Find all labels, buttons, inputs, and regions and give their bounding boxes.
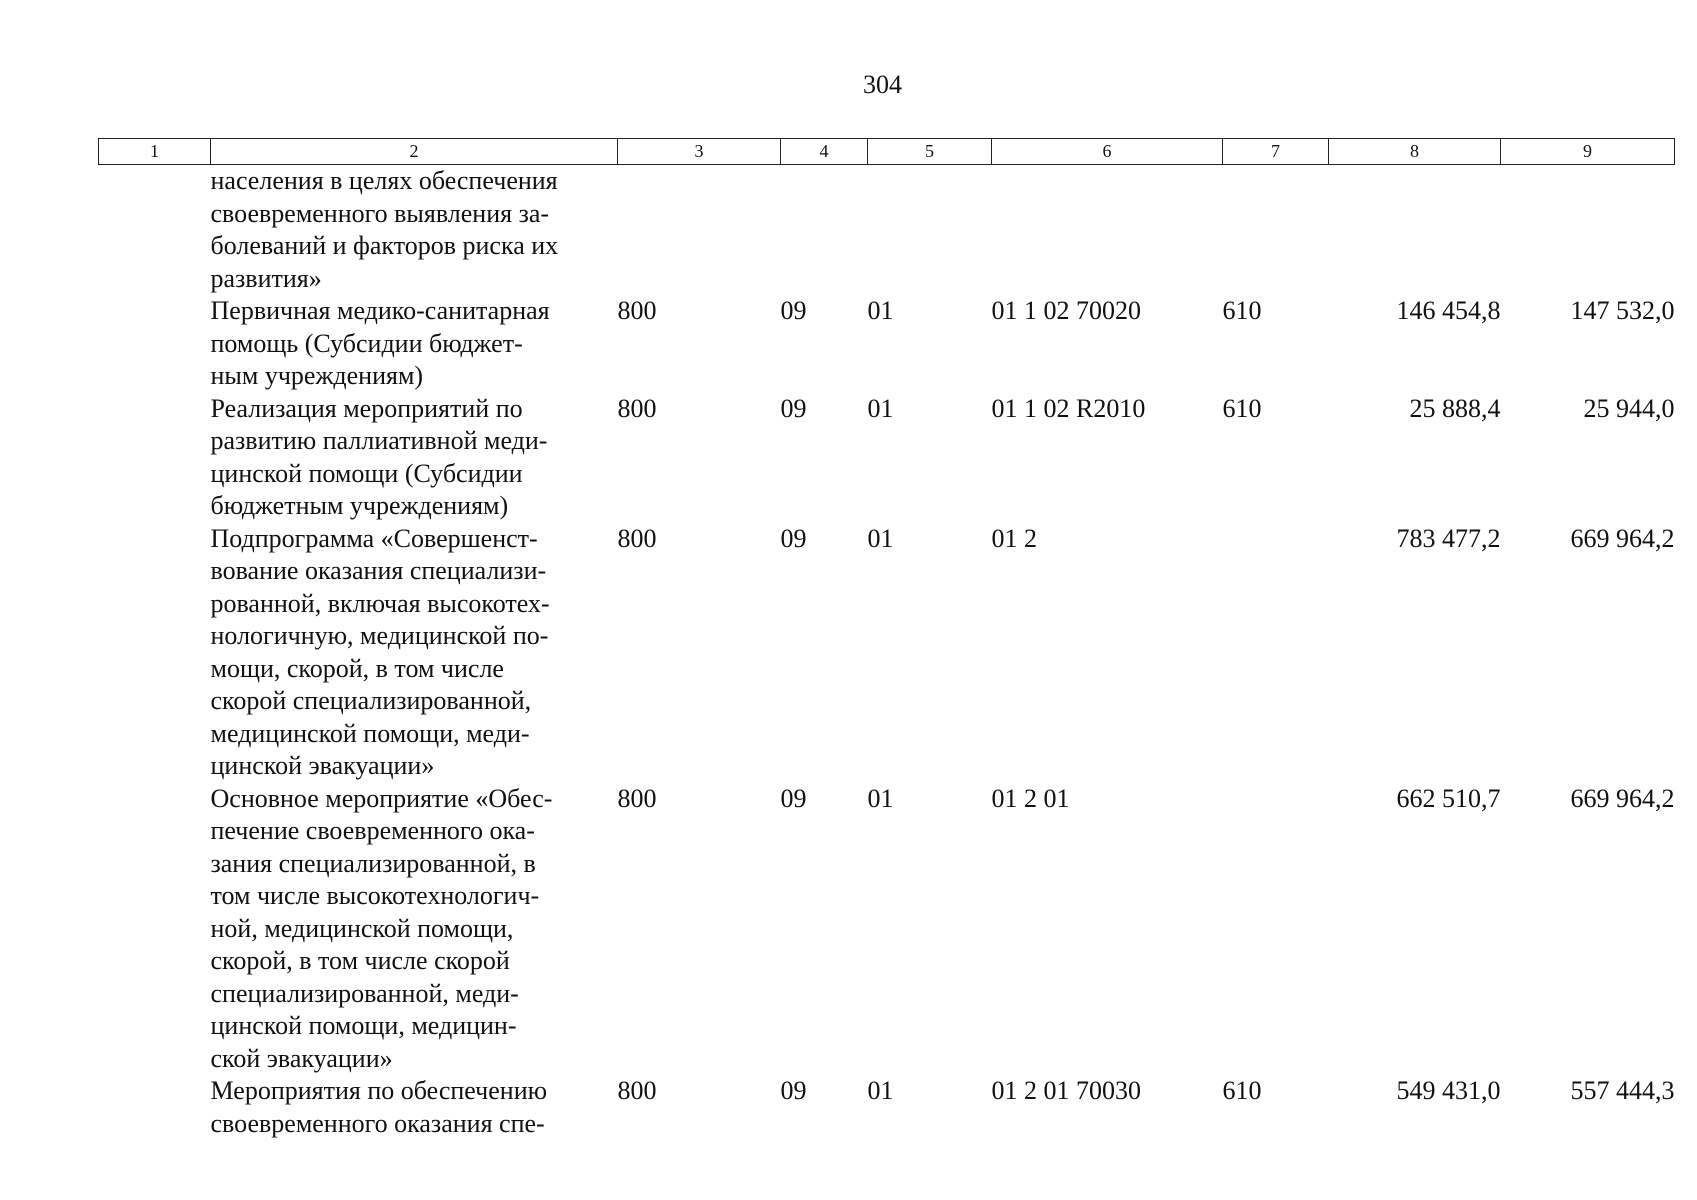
subsubsection-code-cell: [868, 165, 992, 296]
amount-year-1-cell: [1329, 165, 1501, 296]
item-name-line: развития»: [210, 263, 322, 293]
item-name-line: скорой, в том числе скорой: [210, 946, 510, 975]
col-2-header: 2: [211, 139, 618, 165]
target-article-cell: 01 2 01: [991, 783, 1070, 813]
table-row: [99, 295, 1675, 393]
item-name-line: ской эвакуации»: [210, 1043, 393, 1073]
item-name-line: развитию паллиативной меди-: [210, 426, 548, 455]
target-article-cell: [992, 165, 1223, 296]
amount-year-1-cell: 549 431,0: [1396, 1076, 1501, 1105]
expense-type-cell: [1223, 783, 1329, 1076]
row-number-cell: [99, 393, 211, 523]
table-body: [99, 165, 1675, 1141]
subsection-code-cell: 09: [780, 1076, 807, 1105]
page-number: 304: [863, 70, 902, 99]
col-9-header: 9: [1501, 139, 1675, 165]
expense-type-cell: [1223, 523, 1329, 783]
amount-year-1-cell: 25 888,4: [1409, 393, 1501, 423]
item-name-line: ной, медицинской помощи,: [210, 913, 514, 943]
item-name-line: населения в целях обеспечения: [210, 166, 558, 195]
amount-year-2-cell: 669 964,2: [1570, 783, 1675, 813]
section-code-cell: 800: [617, 783, 657, 813]
item-name-line: скорой специализированной,: [210, 686, 532, 715]
table-row: [99, 165, 1675, 296]
amount-year-2-cell: 669 964,2: [1570, 523, 1675, 553]
subsubsection-code-cell: 01: [867, 296, 894, 325]
item-name-cell: [211, 393, 618, 523]
table-row: [99, 523, 1675, 783]
section-code-cell: [618, 165, 781, 296]
amount-year-2-cell: 147 532,0: [1570, 296, 1675, 325]
item-name-line: своевременного оказания спе-: [210, 1108, 545, 1138]
item-name-line: помощь (Субсидии бюджет-: [210, 328, 523, 358]
row-number-cell: [99, 165, 211, 296]
col-7-header: 7: [1223, 139, 1329, 165]
item-name-cell: [211, 295, 618, 393]
item-name-line: Мероприятия по обеспечению: [210, 1076, 548, 1105]
item-name-line: зания специализированной, в: [210, 848, 536, 878]
section-code-cell: 800: [617, 1076, 657, 1105]
item-name-line: Основное мероприятие «Обес-: [210, 783, 553, 813]
amount-year-1-cell: 146 454,8: [1396, 296, 1501, 325]
expense-type-cell: 610: [1222, 1076, 1262, 1105]
budget-table: [98, 138, 1675, 1140]
subsubsection-code-cell: 01: [867, 393, 894, 423]
item-name-line: цинской эвакуации»: [210, 751, 435, 780]
col-1-header: 1: [99, 139, 211, 165]
target-article-cell: 01 2: [991, 523, 1037, 553]
item-name-cell: [211, 523, 618, 783]
item-name-line: Первичная медико-санитарная: [210, 296, 550, 325]
col-8-header: 8: [1329, 139, 1501, 165]
expense-type-cell: [1223, 165, 1329, 296]
section-code-cell: 800: [617, 523, 657, 553]
col-5-header: 5: [868, 139, 992, 165]
item-name-line: ным учреждениям): [210, 361, 424, 390]
subsection-code-cell: 09: [780, 783, 807, 813]
item-name-line: вование оказания специализи-: [210, 556, 547, 585]
subsubsection-code-cell: 01: [867, 523, 894, 553]
target-article-cell: 01 2 01 70030: [991, 1076, 1141, 1105]
expense-type-cell: 610: [1222, 296, 1262, 325]
amount-year-1-cell: 783 477,2: [1396, 523, 1501, 553]
item-name-line: специализированной, меди-: [210, 978, 519, 1008]
item-name-line: нологичную, медицинской по-: [210, 621, 549, 650]
row-number-cell: [99, 295, 211, 393]
item-name-line: болеваний и факторов риска их: [210, 231, 559, 260]
item-name-cell: [211, 783, 618, 1076]
item-name-line: Реализация мероприятий по: [210, 393, 523, 423]
expense-type-cell: 610: [1222, 393, 1262, 423]
item-name-line: Подпрограмма «Совершенст-: [210, 523, 538, 553]
item-name-line: цинской помощи, медицин-: [210, 1011, 517, 1040]
target-article-cell: 01 1 02 70020: [991, 296, 1141, 325]
amount-year-1-cell: 662 510,7: [1396, 783, 1501, 813]
table-row: [99, 393, 1675, 523]
section-code-cell: 800: [617, 393, 657, 423]
item-name-line: своевременного выявления за-: [210, 198, 550, 228]
item-name-cell: [211, 165, 618, 296]
col-3-header: 3: [618, 139, 781, 165]
subsubsection-code-cell: 01: [867, 783, 894, 813]
row-number-cell: [99, 523, 211, 783]
item-name-cell: [211, 1075, 618, 1140]
item-name-line: том числе высокотехнологич-: [210, 881, 540, 910]
item-name-line: медицинской помощи, меди-: [210, 718, 530, 748]
item-name-line: бюджетным учреждениям): [210, 491, 509, 520]
col-6-header: 6: [992, 139, 1223, 165]
item-name-line: цинской помощи (Субсидии: [210, 458, 523, 488]
amount-year-2-cell: 25 944,0: [1583, 393, 1675, 423]
subsection-code-cell: 09: [780, 296, 807, 325]
amount-year-2-cell: 557 444,3: [1570, 1076, 1675, 1105]
amount-year-2-cell: [1501, 165, 1675, 296]
row-number-cell: [99, 1075, 211, 1140]
subsection-code-cell: 09: [780, 393, 807, 423]
subsection-code-cell: [781, 165, 868, 296]
table-row: [99, 1075, 1675, 1140]
table-row: [99, 783, 1675, 1076]
target-article-cell: 01 1 02 R2010: [991, 393, 1146, 423]
subsubsection-code-cell: 01: [867, 1076, 894, 1105]
item-name-line: печение своевременного ока-: [210, 816, 535, 845]
item-name-line: мощи, скорой, в том числе: [210, 653, 504, 683]
section-code-cell: 800: [617, 296, 657, 325]
col-4-header: 4: [781, 139, 868, 165]
item-name-line: рованной, включая высокотех-: [210, 588, 550, 618]
subsection-code-cell: 09: [780, 523, 807, 553]
row-number-cell: [99, 783, 211, 1076]
column-number-header: [99, 139, 1675, 165]
